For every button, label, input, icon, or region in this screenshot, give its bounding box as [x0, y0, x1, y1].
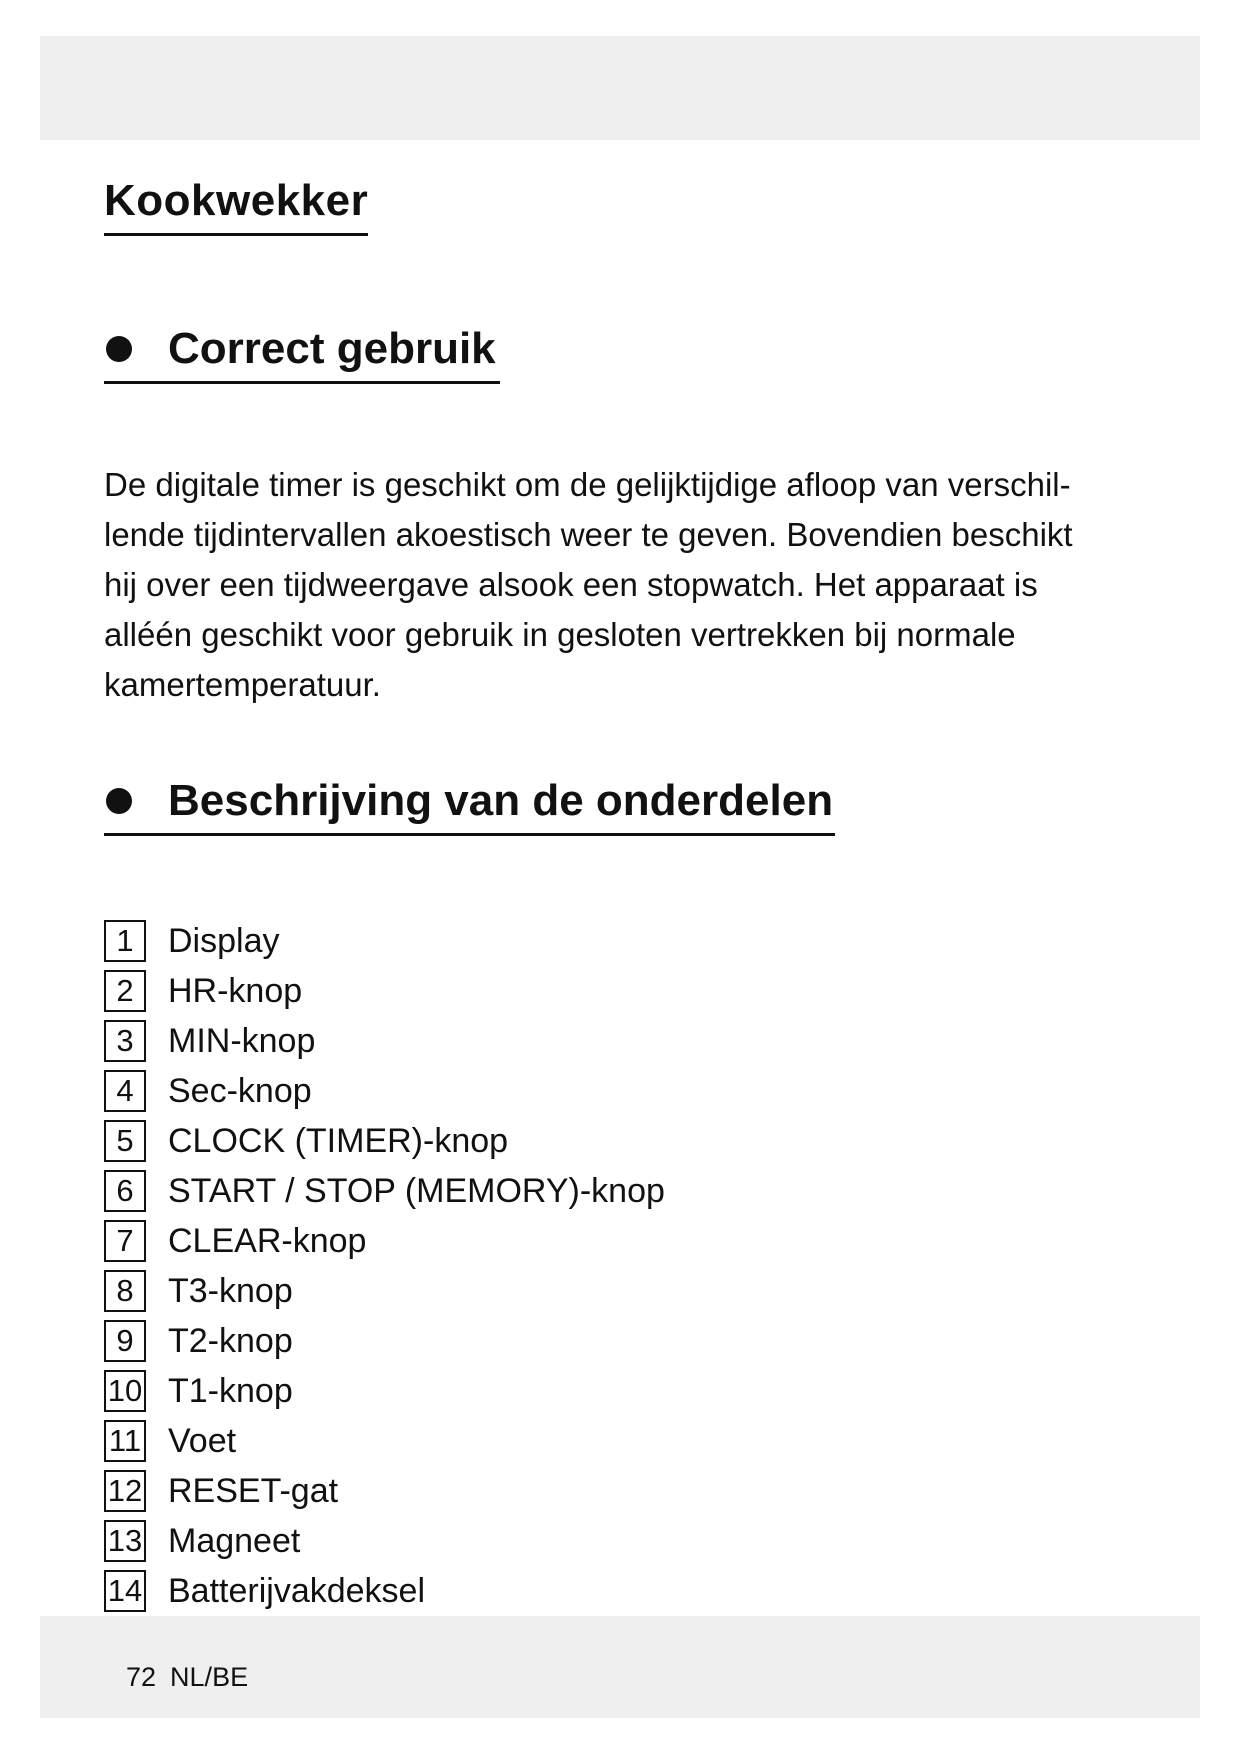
part-label: HR-knop [168, 972, 303, 1010]
part-label: MIN-knop [168, 1022, 316, 1060]
paragraph-line: lende tijdintervallen akoestisch weer te geven. Bovendien beschikt [104, 516, 1073, 553]
section-heading-usage [104, 324, 500, 384]
part-number: 11 [104, 1420, 146, 1462]
part-label: Display [168, 922, 280, 960]
part-label: START / STOP (MEMORY)-knop [168, 1172, 665, 1210]
header-band [40, 36, 1200, 140]
list-item [104, 916, 665, 966]
list-item [104, 1266, 665, 1316]
part-number: 5 [104, 1120, 146, 1162]
part-number: 10 [104, 1370, 146, 1412]
list-item [104, 1066, 665, 1116]
part-label: CLEAR-knop [168, 1222, 367, 1260]
list-item [104, 1016, 665, 1066]
page-number: 72 [126, 1662, 157, 1692]
paragraph-line: hij over een tijdweergave alsook een stopwatch. Het apparaat is [104, 566, 1038, 603]
part-label: T1-knop [168, 1372, 293, 1410]
page-title: Kookwekker [104, 176, 368, 236]
list-item [104, 1566, 665, 1616]
locale-label: NL/BE [170, 1662, 249, 1692]
bullet-icon [106, 788, 132, 814]
manual-page [40, 36, 1200, 1718]
paragraph-line: alléén geschikt voor gebruik in gesloten vertrekken bij normale [104, 616, 1016, 653]
part-number: 12 [104, 1470, 146, 1512]
part-number: 2 [104, 970, 146, 1012]
part-number: 13 [104, 1520, 146, 1562]
list-item [104, 1516, 665, 1566]
list-item [104, 1416, 665, 1466]
list-item [104, 1166, 665, 1216]
part-number: 7 [104, 1220, 146, 1262]
part-number: 4 [104, 1070, 146, 1112]
section-heading-parts [104, 776, 835, 836]
part-label: Batterijvakdeksel [168, 1572, 426, 1610]
page-footer [126, 1662, 248, 1693]
part-number: 8 [104, 1270, 146, 1312]
section-heading-usage-text: Correct gebruik [168, 324, 496, 373]
parts-list [104, 916, 665, 1616]
part-label: T3-knop [168, 1272, 293, 1310]
part-label: RESET-gat [168, 1472, 339, 1510]
list-item [104, 1116, 665, 1166]
part-number: 3 [104, 1020, 146, 1062]
part-label: T2-knop [168, 1322, 293, 1360]
usage-paragraph [104, 460, 1164, 710]
list-item [104, 1366, 665, 1416]
part-number: 14 [104, 1570, 146, 1612]
part-number: 6 [104, 1170, 146, 1212]
part-label: Voet [168, 1422, 237, 1460]
list-item [104, 1466, 665, 1516]
bullet-icon [106, 336, 132, 362]
list-item [104, 1216, 665, 1266]
part-number: 1 [104, 920, 146, 962]
paragraph-line: kamertemperatuur. [104, 666, 381, 703]
part-label: CLOCK (TIMER)-knop [168, 1122, 509, 1160]
list-item [104, 1316, 665, 1366]
part-label: Magneet [168, 1522, 301, 1560]
section-heading-parts-text: Beschrijving van de onderdelen [168, 776, 834, 825]
part-label: Sec-knop [168, 1072, 312, 1110]
list-item [104, 966, 665, 1016]
paragraph-line: De digitale timer is geschikt om de gelijktijdige afloop van verschil- [104, 466, 1071, 503]
part-number: 9 [104, 1320, 146, 1362]
